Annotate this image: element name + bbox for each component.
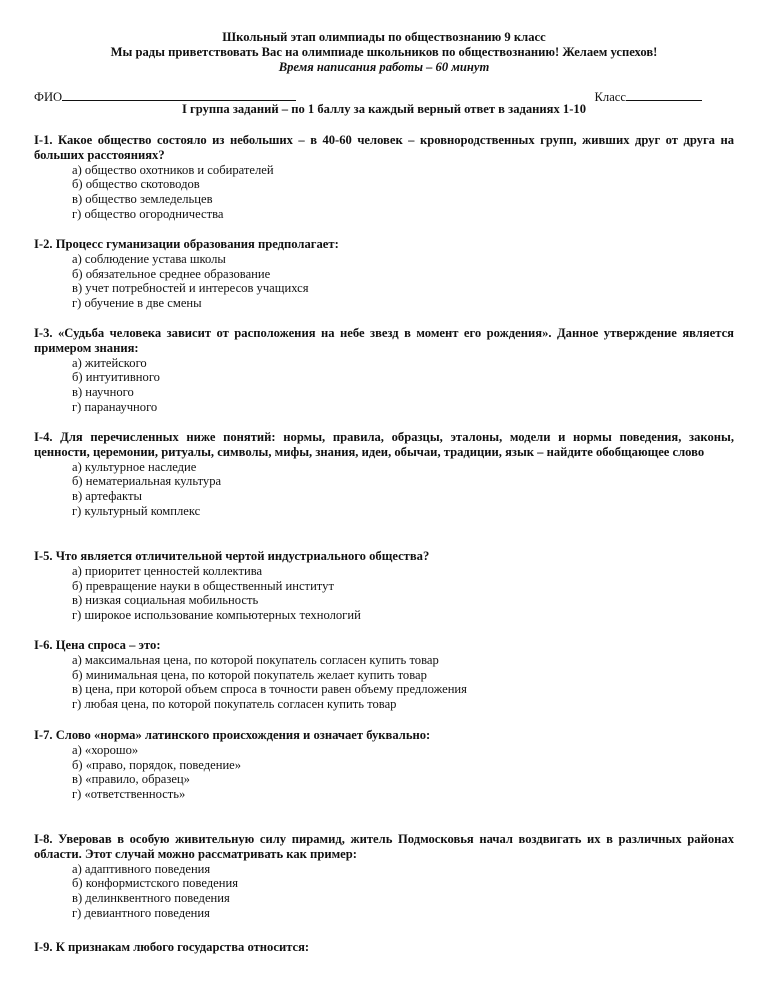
answer-option: в) цена, при которой объем спроса в точности равен объему предложения <box>72 682 467 697</box>
question-title: I-3. «Судьба человека зависит от расположения на небе звезд в момент его рождения». Данное утверждение является примером знания: <box>34 326 734 355</box>
answer-option: б) конформистского поведения <box>72 876 239 891</box>
question-title: I-4. Для перечисленных ниже понятий: нормы, правила, образцы, эталоны, модели и нормы поведения, законы, ценности, церемонии, ритуалы, символы, мифы, знания, идеи, обычаи, традиции, язык – найдите обобщающее слово <box>34 430 734 459</box>
question-title: I-9. К признакам любого государства относится: <box>34 940 310 954</box>
answer-option: а) культурное наследие <box>72 459 197 474</box>
group-title: I группа заданий – по 1 баллу за каждый верный ответ в заданиях 1-10 <box>181 102 587 116</box>
class-label: Класс <box>594 90 626 104</box>
question-block <box>34 430 734 519</box>
answer-option: б) интуитивного <box>72 370 160 385</box>
answer-option: в) низкая социальная мобильность <box>72 593 259 608</box>
answer-option: б) нематериальная культура <box>72 474 222 489</box>
question-block <box>34 728 734 802</box>
fio-blank-line <box>62 89 296 101</box>
answer-option: г) общество огородничества <box>72 206 224 221</box>
answer-option: а) адаптивного поведения <box>72 861 211 876</box>
answer-options <box>34 862 734 921</box>
answer-option: б) превращение науки в общественный институт <box>72 578 334 593</box>
answer-option: г) культурный комплекс <box>72 503 201 518</box>
question-title: I-1. Какое общество состояло из небольших – в 40-60 человек – кровнородственных групп, живших друг от друга на больших расстояниях? <box>34 133 734 162</box>
question-title: I-7. Слово «норма» латинского происхождения и означает буквально: <box>34 728 431 742</box>
answer-option: б) минимальная цена, по которой покупатель желает купить товар <box>72 667 427 682</box>
question-title: I-6. Цена спроса – это: <box>34 638 161 652</box>
fio-label: ФИО <box>34 90 63 104</box>
answer-options <box>34 356 734 415</box>
question-block <box>34 326 734 415</box>
answer-options <box>34 653 734 712</box>
answer-option: в) учет потребностей и интересов учащихся <box>72 281 309 296</box>
question-block <box>34 940 734 955</box>
header-greeting: Мы рады приветствовать Вас на олимпиаде школьников по обществознанию! Желаем успехов! <box>110 44 658 59</box>
question-title: I-2. Процесс гуманизации образования предполагает: <box>34 237 339 251</box>
answer-option: г) обучение в две смены <box>72 296 202 311</box>
question-block <box>34 549 734 623</box>
answer-options <box>34 460 734 519</box>
question-title: I-8. Уверовав в особую живительную силу пирамид, житель Подмосковья начал воздвигать их в различных районах области. Этот случай можно рассматривать как пример: <box>34 832 734 861</box>
header-title: Школьный этап олимпиады по обществознанию 9 класс <box>222 30 546 44</box>
answer-option: а) соблюдение устава школы <box>72 251 226 266</box>
question-block <box>34 237 734 311</box>
answer-options <box>34 743 734 802</box>
answer-option: г) широкое использование компьютерных технологий <box>72 608 361 623</box>
answer-option: г) паранаучного <box>72 399 158 414</box>
answer-option: г) любая цена, по которой покупатель согласен купить товар <box>72 697 397 712</box>
answer-option: а) приоритет ценностей коллектива <box>72 563 263 578</box>
answer-options <box>34 163 734 222</box>
answer-option: в) общество земледельцев <box>72 192 213 207</box>
answer-option: б) «право, порядок, поведение» <box>72 757 242 772</box>
class-blank-line <box>626 89 702 101</box>
document-header <box>0 30 768 74</box>
answer-option: в) артефакты <box>72 489 142 504</box>
header-time-limit: Время написания работы – 60 минут <box>278 59 490 74</box>
question-block <box>34 638 734 712</box>
answer-option: г) «ответственность» <box>72 787 186 802</box>
answer-option: б) общество скотоводов <box>72 177 200 192</box>
answer-option: г) девиантного поведения <box>72 905 210 920</box>
question-title: I-5. Что является отличительной чертой индустриального общества? <box>34 549 430 563</box>
answer-option: б) обязательное среднее образование <box>72 266 271 281</box>
answer-option: в) «правило, образец» <box>72 772 190 787</box>
answer-option: а) максимальная цена, по которой покупатель согласен купить товар <box>72 652 439 667</box>
answer-option: а) житейского <box>72 355 147 370</box>
answer-option: в) научного <box>72 385 134 400</box>
answer-option: в) делинквентного поведения <box>72 891 230 906</box>
answer-option: а) «хорошо» <box>72 742 139 757</box>
answer-option: а) общество охотников и собирателей <box>72 162 274 177</box>
answer-options <box>34 564 734 623</box>
question-block <box>34 133 734 222</box>
answer-options <box>34 252 734 311</box>
question-block <box>34 832 734 921</box>
